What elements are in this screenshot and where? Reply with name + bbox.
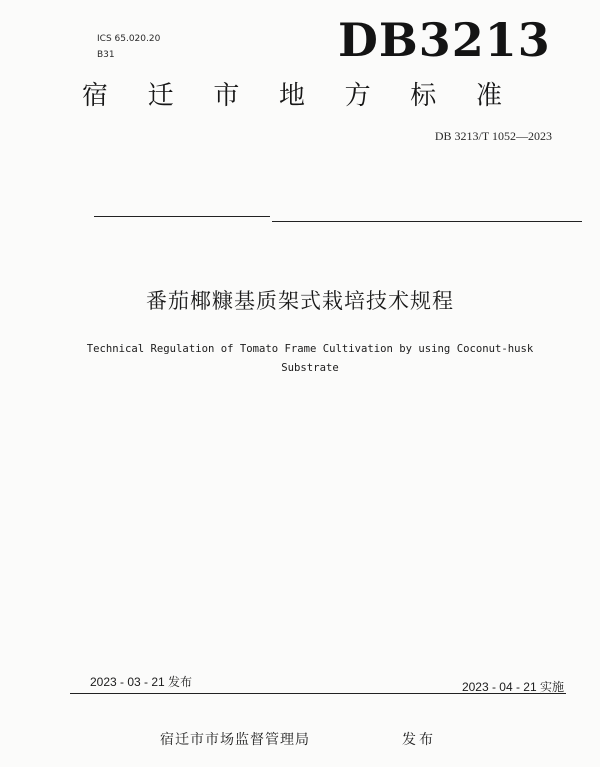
english-title-line: Technical Regulation of Tomato Frame Cultivation by using Coconut-husk (86, 343, 534, 355)
standard-type-title (82, 80, 502, 112)
footer-divider (70, 693, 566, 694)
standard-type-char: 地 (278, 81, 305, 111)
english-title-line: Substrate (281, 362, 339, 374)
standard-type-char: 市 (213, 81, 240, 111)
document-title-english (40, 340, 580, 378)
issuing-authority: 宿迁市市场监督管理局 (160, 732, 310, 748)
standard-type-char: 标 (410, 81, 437, 111)
standard-type-char: 准 (475, 81, 502, 111)
divider-left (94, 216, 270, 217)
standard-type-char: 方 (344, 81, 371, 111)
standard-number: DB 3213/T 1052—2023 (434, 129, 552, 143)
standard-logo: DB3213 (338, 13, 551, 67)
implement-date: 2023 - 04 - 21 实施 (461, 680, 564, 694)
standard-type-char: 迁 (147, 81, 174, 111)
standard-type-char: 宿 (82, 81, 109, 111)
document-title-chinese: 番茄椰糠基质架式栽培技术规程 (146, 289, 454, 313)
ccs-code: B31 (97, 50, 115, 60)
divider-right (272, 221, 582, 222)
ics-code: ICS 65.020.20 (97, 34, 161, 44)
issue-label: 发布 (402, 732, 436, 748)
publish-date: 2023 - 03 - 21 发布 (90, 675, 193, 689)
